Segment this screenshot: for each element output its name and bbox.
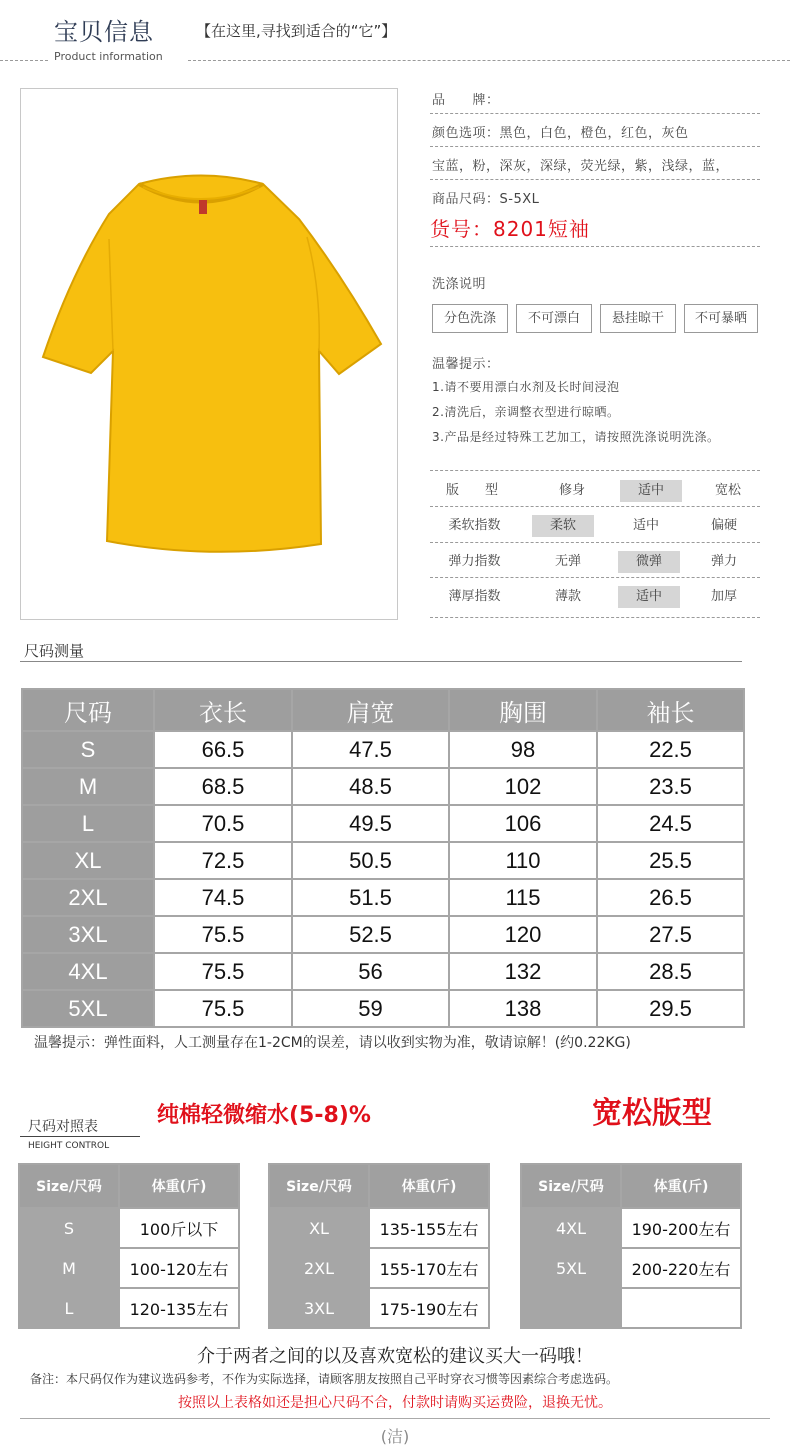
weight-cell: 120-135左右	[120, 1289, 238, 1327]
table-row	[23, 806, 743, 841]
length-cell: 74.5	[155, 880, 291, 915]
length-cell: 75.5	[155, 917, 291, 952]
measure-title: 尺码测量	[24, 642, 85, 660]
attr-option: 修身	[558, 483, 585, 498]
weight-cell	[622, 1289, 740, 1327]
shoulder-cell: 48.5	[293, 769, 448, 804]
table-row	[23, 991, 743, 1026]
attr-option: 加厚	[710, 589, 737, 604]
header	[0, 0, 790, 75]
tip-item: 1.请不要用漂白水剂及长时间浸泡	[432, 380, 620, 394]
chest-cell: 132	[450, 954, 596, 989]
divider	[430, 113, 760, 114]
sleeve-cell: 23.5	[598, 769, 743, 804]
tip-item: 3.产品是经过特殊工艺加工，请按照洗涤说明洗涤。	[432, 430, 720, 444]
size-cell: S	[23, 732, 153, 767]
size-cell: 5XL	[522, 1249, 620, 1287]
attr-label: 柔软指数	[448, 518, 501, 533]
column-header: 体重(斤)	[622, 1165, 740, 1207]
attr-option: 偏硬	[710, 518, 737, 533]
column-header: 肩宽	[293, 690, 448, 730]
sleeve-cell: 22.5	[598, 732, 743, 767]
length-cell: 72.5	[155, 843, 291, 878]
length-cell: 75.5	[155, 954, 291, 989]
wash-badge: 不可漂白	[516, 304, 592, 333]
tip-item: 2.清洗后，亲调整衣型进行晾晒。	[432, 405, 620, 419]
length-cell: 70.5	[155, 806, 291, 841]
sleeve-cell: 26.5	[598, 880, 743, 915]
sku-number: 货号：8201短袖	[430, 217, 590, 241]
header-slogan: 【在这里,寻找到适合的“它”】	[196, 22, 397, 40]
chest-cell: 102	[450, 769, 596, 804]
column-header: Size/尺码	[270, 1165, 368, 1207]
divider	[430, 506, 760, 507]
footer-mark: (洁)	[380, 1427, 410, 1446]
column-header: 体重(斤)	[370, 1165, 488, 1207]
shoulder-cell: 51.5	[293, 880, 448, 915]
attr-option: 无弹	[554, 554, 581, 569]
divider	[430, 617, 760, 618]
table-row	[270, 1209, 488, 1247]
size-table-1	[18, 1163, 240, 1329]
size-cell: 3XL	[270, 1289, 368, 1327]
header-divider-left	[0, 60, 48, 61]
size-cell: 4XL	[23, 954, 153, 989]
size-cell: M	[23, 769, 153, 804]
wash-badge: 悬挂晾干	[600, 304, 676, 333]
shoulder-cell: 52.5	[293, 917, 448, 952]
shoulder-cell: 50.5	[293, 843, 448, 878]
tips-title: 温馨提示：	[432, 357, 500, 372]
size-advice: 介于两者之间的以及喜欢宽松的建议买大一码哦！	[197, 1346, 593, 1367]
table-row	[20, 1209, 238, 1247]
size-cell: 5XL	[23, 991, 153, 1026]
divider	[430, 246, 760, 247]
weight-cell: 135-155左右	[370, 1209, 488, 1247]
color-options-line-1: 颜色选项：黑色，白色，橙色，红色，灰色	[432, 126, 689, 141]
chest-cell: 110	[450, 843, 596, 878]
table-row	[23, 843, 743, 878]
column-header: 尺码	[23, 690, 153, 730]
section-subtitle: Product information	[54, 50, 163, 63]
shoulder-cell: 49.5	[293, 806, 448, 841]
column-header: 衣长	[155, 690, 291, 730]
size-range: 商品尺码：S-5XL	[432, 192, 540, 207]
column-header: 体重(斤)	[120, 1165, 238, 1207]
table-row	[522, 1249, 740, 1287]
size-cell	[522, 1289, 620, 1327]
table-row	[23, 954, 743, 989]
attr-label: 版 型	[445, 483, 498, 498]
attr-option: 弹力	[710, 554, 737, 569]
attr-option-selected: 适中	[620, 480, 682, 502]
divider	[430, 542, 760, 543]
brand-line: 品 牌：	[432, 93, 500, 108]
size-cell: L	[20, 1289, 118, 1327]
chest-cell: 106	[450, 806, 596, 841]
sleeve-cell: 24.5	[598, 806, 743, 841]
chest-cell: 120	[450, 917, 596, 952]
size-cell: S	[20, 1209, 118, 1247]
divider	[430, 146, 760, 147]
table-row	[522, 1209, 740, 1247]
table-row	[270, 1289, 488, 1327]
length-cell: 75.5	[155, 991, 291, 1026]
divider	[430, 179, 760, 180]
sleeve-cell: 28.5	[598, 954, 743, 989]
chest-cell: 138	[450, 991, 596, 1026]
size-chart-title: 尺码对照表	[28, 1119, 98, 1135]
measurement-table	[21, 688, 745, 1028]
section-rule	[20, 1136, 140, 1137]
shipping-insurance-note: 按照以上表格如还是担心尺码不合，付款时请购买运费险，退换无忧。	[178, 1395, 612, 1411]
shoulder-cell: 56	[293, 954, 448, 989]
table-row	[23, 880, 743, 915]
size-table-3	[520, 1163, 742, 1329]
divider	[430, 470, 760, 471]
table-row	[23, 917, 743, 952]
weight-cell: 200-220左右	[622, 1249, 740, 1287]
length-cell: 66.5	[155, 732, 291, 767]
table-row	[23, 769, 743, 804]
product-photo	[20, 88, 398, 620]
weight-cell: 155-170左右	[370, 1249, 488, 1287]
size-cell: L	[23, 806, 153, 841]
attr-option-selected: 微弹	[618, 551, 680, 573]
size-cell: M	[20, 1249, 118, 1287]
size-cell: 4XL	[522, 1209, 620, 1247]
table-row	[20, 1289, 238, 1327]
remark-note: 备注：本尺码仅作为建议选码参考，不作为实际选择，请顾客朋友按照自己平时穿衣习惯等因素综合考虑选码。	[30, 1372, 619, 1386]
attr-label: 薄厚指数	[448, 589, 501, 604]
weight-cell: 175-190左右	[370, 1289, 488, 1327]
size-cell: XL	[270, 1209, 368, 1247]
washing-title: 洗涤说明	[432, 277, 487, 292]
tshirt-image	[21, 89, 397, 619]
fit-highlight: 宽松版型	[592, 1096, 712, 1131]
weight-cell: 190-200左右	[622, 1209, 740, 1247]
size-cell: 3XL	[23, 917, 153, 952]
table-row	[20, 1249, 238, 1287]
section-rule	[20, 661, 742, 662]
table-row	[23, 732, 743, 767]
wash-badge: 不可暴晒	[684, 304, 758, 333]
table-header-row	[23, 690, 743, 730]
size-cell: 2XL	[23, 880, 153, 915]
chest-cell: 98	[450, 732, 596, 767]
size-cell: 2XL	[270, 1249, 368, 1287]
weight-cell: 100-120左右	[120, 1249, 238, 1287]
weight-cell: 100斤以下	[120, 1209, 238, 1247]
attr-option-selected: 柔软	[532, 515, 594, 537]
attr-option: 宽松	[714, 483, 741, 498]
sleeve-cell: 27.5	[598, 917, 743, 952]
column-header: 胸围	[450, 690, 596, 730]
table-row	[270, 1249, 488, 1287]
divider	[430, 577, 760, 578]
column-header: Size/尺码	[20, 1165, 118, 1207]
size-chart-subtitle: HEIGHT CONTROL	[28, 1141, 110, 1151]
section-title: 宝贝信息	[54, 18, 154, 46]
attr-option-selected: 适中	[618, 586, 680, 608]
chest-cell: 115	[450, 880, 596, 915]
size-cell: XL	[23, 843, 153, 878]
footer-divider	[20, 1418, 770, 1419]
color-options-line-2: 宝蓝，粉，深灰，深绿，荧光绿，紫，浅绿，蓝，	[432, 159, 730, 174]
attr-option: 适中	[632, 518, 659, 533]
fabric-highlight: 纯棉轻微缩水(5-8)%	[157, 1103, 371, 1128]
sleeve-cell: 25.5	[598, 843, 743, 878]
table-row	[522, 1289, 740, 1327]
shoulder-cell: 47.5	[293, 732, 448, 767]
shoulder-cell: 59	[293, 991, 448, 1026]
size-table-2	[268, 1163, 490, 1329]
attr-label: 弹力指数	[448, 554, 501, 569]
column-header: 袖长	[598, 690, 743, 730]
header-divider-right	[188, 60, 790, 61]
column-header: Size/尺码	[522, 1165, 620, 1207]
length-cell: 68.5	[155, 769, 291, 804]
sleeve-cell: 29.5	[598, 991, 743, 1026]
attr-option: 薄款	[554, 589, 581, 604]
wash-badge: 分色洗涤	[432, 304, 508, 333]
measurement-note: 温馨提示：弹性面料，人工测量存在1-2CM的误差，请以收到实物为准，敬请谅解！(约0.22KG)	[34, 1035, 631, 1051]
